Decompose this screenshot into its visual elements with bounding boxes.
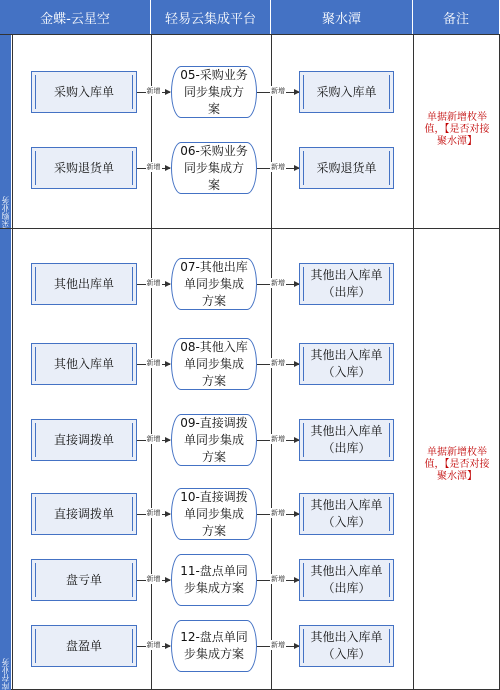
text-line: 08-其他入库	[180, 339, 248, 354]
integration-plan-label	[180, 563, 248, 597]
text-line: （出库）	[322, 581, 371, 595]
text-line: 10-直接调拨	[180, 489, 248, 504]
integration-plan-label	[180, 67, 248, 118]
source-document-1-4[interactable]	[31, 559, 137, 601]
target-document-label	[310, 267, 382, 301]
text-line: 其他出入库单	[310, 268, 383, 282]
column-divider	[12, 34, 13, 690]
text-line: （入库）	[322, 365, 371, 379]
source-document-1-5[interactable]	[31, 625, 137, 667]
arrow-label: 新增	[271, 575, 285, 583]
text-line: 案	[207, 101, 220, 116]
text-line: （入库）	[322, 647, 371, 661]
text-line: （入库）	[322, 515, 371, 529]
target-document-1-5[interactable]	[299, 625, 394, 667]
target-document-1-1[interactable]	[299, 343, 394, 385]
text-line: 采购入库单	[316, 84, 377, 99]
source-document-label: 其他入库单	[53, 356, 114, 371]
target-document-0-1[interactable]	[299, 147, 394, 189]
text-line: 05-采购业务	[180, 67, 248, 82]
arrow-label: 新增	[146, 359, 161, 367]
flow-arrow-out	[257, 279, 299, 287]
source-document-1-1[interactable]	[31, 343, 137, 385]
source-document-0-1[interactable]	[31, 147, 137, 189]
section-label-text: 采购业务	[1, 196, 10, 228]
arrow-label: 新增	[271, 435, 285, 443]
flow-arrow-in	[137, 163, 170, 171]
flow-arrow-in	[137, 435, 170, 443]
integration-plan-1-4[interactable]	[171, 554, 257, 606]
flow-arrow-out	[257, 359, 299, 367]
text-line: 单据新增枚举	[427, 447, 487, 458]
target-document-label	[310, 629, 382, 663]
text-line: 聚水潭】	[437, 471, 477, 482]
header-kingdee: 金蝶-云星空	[0, 0, 151, 34]
text-line: 步集成方案	[183, 581, 244, 595]
target-document-1-0[interactable]	[299, 263, 394, 305]
target-document-1-2[interactable]	[299, 419, 394, 461]
remark-note	[414, 112, 500, 148]
target-document-label	[310, 347, 382, 381]
flow-arrow-out	[257, 87, 299, 95]
integration-plan-1-2[interactable]	[171, 414, 257, 466]
integration-plan-label	[180, 339, 248, 390]
arrow-label: 新增	[146, 575, 161, 583]
integration-plan-0-1[interactable]	[171, 142, 257, 194]
integration-plan-label	[180, 259, 248, 310]
flow-arrow-in	[137, 279, 170, 287]
header-jushuitan: 聚水潭	[271, 0, 413, 34]
flow-arrow-out	[257, 509, 299, 517]
flow-arrow-in	[137, 87, 170, 95]
section-divider	[0, 228, 500, 229]
text-line: 单同步集成	[183, 432, 244, 447]
text-line: 09-直接调拨	[180, 415, 248, 430]
source-document-label: 其他出库单	[53, 276, 114, 291]
arrow-label: 新增	[271, 641, 285, 649]
text-line: 方案	[201, 449, 226, 464]
text-line: 其他出入库单	[310, 564, 383, 578]
header-remarks: 备注	[413, 0, 500, 34]
arrow-label: 新增	[146, 163, 161, 171]
text-line: 其他出入库单	[310, 630, 383, 644]
text-line: 步集成方案	[183, 647, 244, 661]
arrow-label: 新增	[146, 87, 161, 95]
source-document-1-0[interactable]	[31, 263, 137, 305]
source-document-label: 直接调拨单	[53, 432, 114, 447]
section-label-1	[0, 229, 11, 690]
flow-arrow-out	[257, 435, 299, 443]
text-line: 采购退货单	[316, 160, 377, 175]
text-line: （出库）	[322, 441, 371, 455]
flow-arrow-out	[257, 575, 299, 583]
text-line: 其他出入库单	[310, 348, 383, 362]
target-document-0-0[interactable]	[299, 71, 394, 113]
integration-plan-label	[180, 415, 248, 466]
text-line: 单据新增枚举	[427, 112, 487, 123]
source-document-label: 采购退货单	[53, 160, 114, 175]
arrow-label: 新增	[146, 279, 161, 287]
integration-plan-1-3[interactable]	[171, 488, 257, 540]
target-document-label	[316, 160, 376, 177]
target-document-label	[316, 84, 376, 101]
text-line: 值，【是否对接	[424, 124, 490, 135]
integration-plan-label	[180, 629, 248, 663]
section-label-0	[0, 35, 11, 228]
integration-plan-label	[180, 143, 248, 194]
arrow-label: 新增	[271, 509, 285, 517]
remark-note	[414, 447, 500, 483]
text-line: 11-盘点单同	[180, 564, 248, 578]
text-line: 同步集成方	[183, 160, 244, 175]
arrow-label: 新增	[271, 163, 285, 171]
target-document-1-3[interactable]	[299, 493, 394, 535]
text-line: （出库）	[322, 285, 371, 299]
header-qeasy: 轻易云集成平台	[151, 0, 271, 34]
target-document-label	[310, 497, 382, 531]
text-line: 同步集成方	[183, 84, 244, 99]
arrow-label: 新增	[271, 279, 285, 287]
integration-plan-1-1[interactable]	[171, 338, 257, 390]
arrow-label: 新增	[146, 509, 161, 517]
text-line: 其他出入库单	[310, 424, 383, 438]
text-line: 方案	[201, 293, 226, 308]
flow-arrow-in	[137, 359, 170, 367]
flow-arrow-out	[257, 641, 299, 649]
text-line: 07-其他出库	[180, 259, 248, 274]
flow-arrow-out	[257, 163, 299, 171]
text-line: 聚水潭】	[437, 136, 477, 147]
source-document-1-2[interactable]	[31, 419, 137, 461]
text-line: 其他出入库单	[310, 498, 383, 512]
text-line: 方案	[201, 523, 226, 538]
source-document-1-3[interactable]	[31, 493, 137, 535]
flow-arrow-in	[137, 509, 170, 517]
target-document-1-4[interactable]	[299, 559, 394, 601]
source-document-label: 直接调拨单	[53, 506, 114, 521]
section-label-text: 库存业务	[1, 658, 10, 690]
arrow-label: 新增	[146, 435, 161, 443]
text-line: 单同步集成	[183, 506, 244, 521]
arrow-label: 新增	[271, 359, 285, 367]
source-document-0-0[interactable]	[31, 71, 137, 113]
flow-arrow-in	[137, 641, 170, 649]
arrow-label: 新增	[146, 641, 161, 649]
source-document-label: 盘亏单	[65, 572, 102, 587]
integration-plan-label	[180, 489, 248, 540]
integration-plan-1-0[interactable]	[171, 258, 257, 310]
source-document-label: 盘盈单	[65, 638, 102, 653]
integration-plan-0-0[interactable]	[171, 66, 257, 118]
target-document-label	[310, 423, 382, 457]
arrow-label: 新增	[271, 87, 285, 95]
integration-plan-1-5[interactable]	[171, 620, 257, 672]
text-line: 单同步集成	[183, 356, 244, 371]
text-line: 方案	[201, 373, 226, 388]
source-document-label: 采购入库单	[53, 84, 114, 99]
text-line: 值，【是否对接	[424, 459, 490, 470]
flow-arrow-in	[137, 575, 170, 583]
text-line: 案	[207, 177, 220, 192]
text-line: 单同步集成	[183, 276, 244, 291]
text-line: 12-盘点单同	[180, 630, 248, 644]
text-line: 06-采购业务	[180, 143, 248, 158]
target-document-label	[310, 563, 382, 597]
